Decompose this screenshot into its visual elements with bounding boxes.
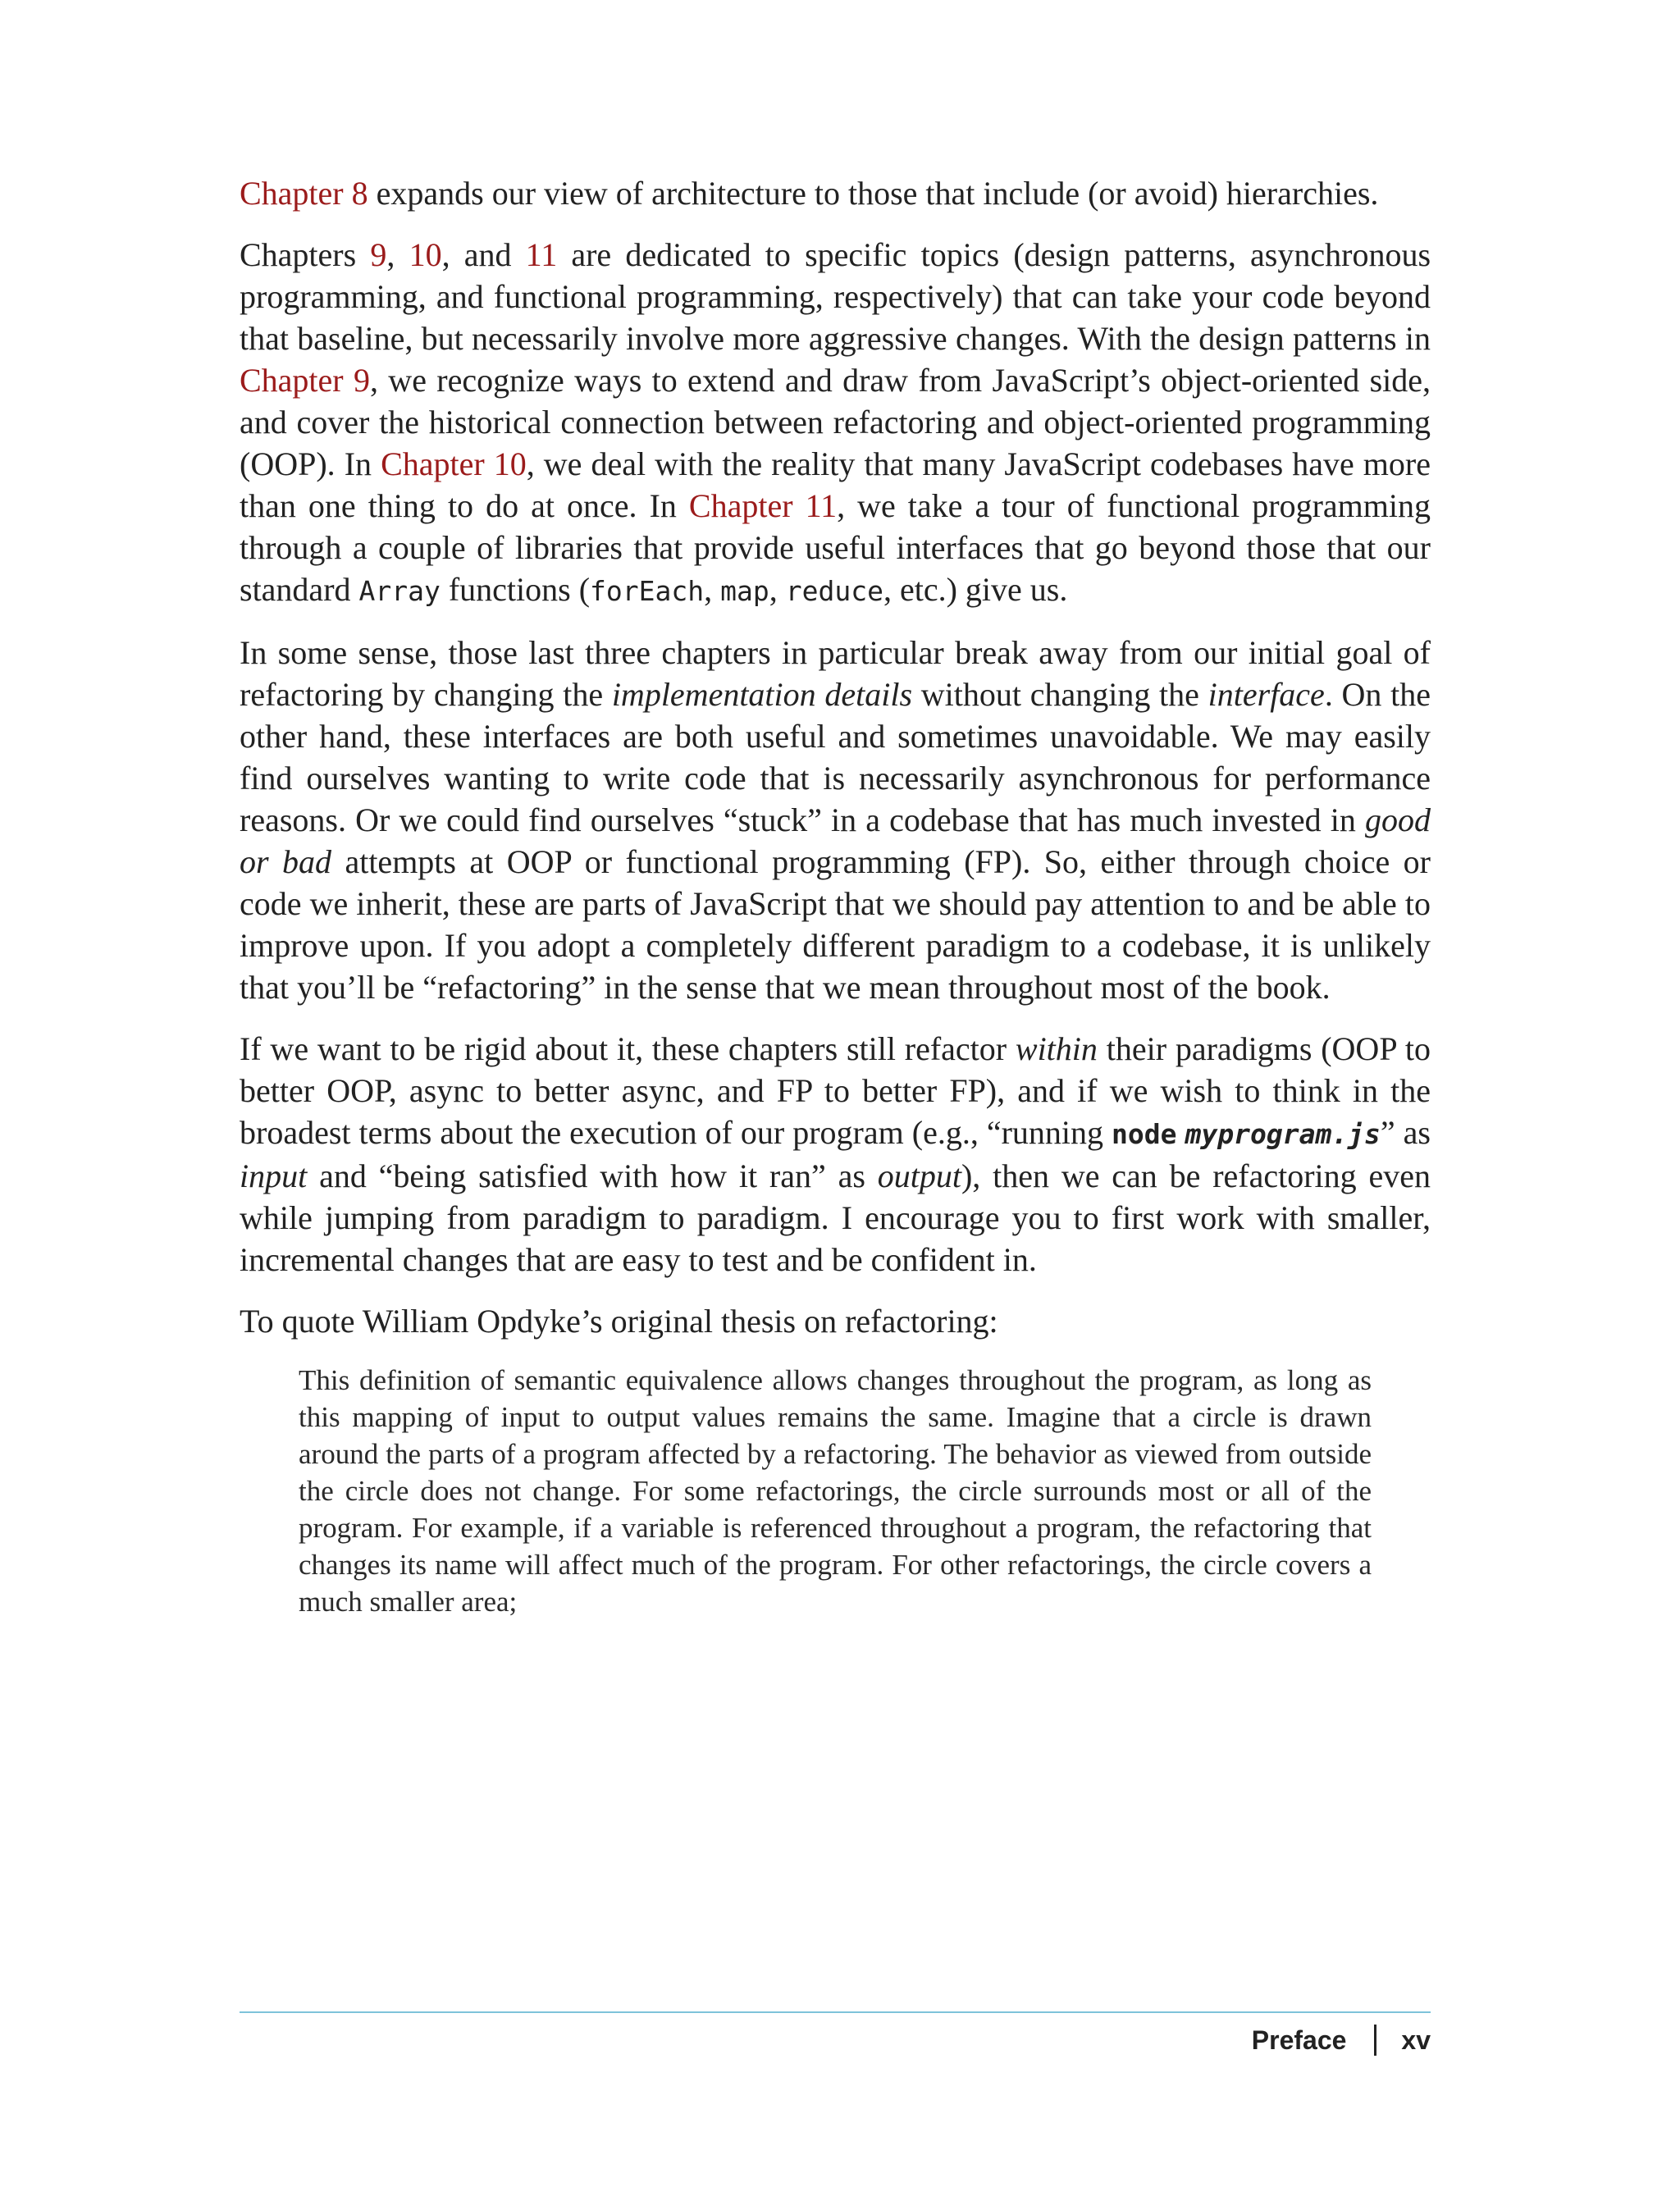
text: , etc.) give us.	[883, 571, 1068, 608]
blockquote-opdyke: This definition of semantic equivalence allows changes throughout the program, as long as this mapping of input to output values remains the same. Imagine that a circle is drawn around the parts of a program affected by a refactoring. The behavior as viewed from outside the circle does not change. For some refactorings, the circle surrounds most or all of the program. For example, if a variable is referenced throughout a program, the refactoring that changes its name will affect much of the program. For other refactorings, the circle covers a much smaller area;	[299, 1364, 1372, 1618]
code-reduce: reduce	[785, 575, 883, 607]
text: To quote William Opdyke’s original thesis on refactoring:	[240, 1303, 998, 1340]
paragraph-quote-intro	[240, 1300, 1431, 1342]
code-myprogram-js: myprogram.js	[1185, 1118, 1381, 1150]
text: ” as	[1380, 1114, 1431, 1151]
text: are dedicated to specific topics (design patterns, asynchronous programming, and functional programming, respectively) that can take your code beyond that baseline, but necessarily involve more aggressive changes. With the design patterns in	[240, 236, 1431, 357]
text: , we take a tour of functional programming through a couple of libraries that provide useful interfaces that go beyond those that our standard	[240, 487, 1431, 608]
paragraph-interfaces	[240, 632, 1431, 1008]
paragraph-paradigms	[240, 1028, 1431, 1281]
text: , and	[441, 236, 526, 273]
link-chapter-10-short[interactable]: 10	[409, 236, 442, 273]
code-node: node	[1112, 1118, 1177, 1150]
text	[1177, 1114, 1185, 1151]
emphasis-implementation-details: implementation details	[611, 676, 913, 713]
emphasis-output: output	[877, 1157, 961, 1194]
text: ,	[769, 571, 786, 608]
text: , we deal with the reality that many JavaScript codebases have more than one thing to do at once. In	[240, 445, 1431, 524]
text: functions (	[440, 571, 591, 608]
footer-separator	[1374, 2025, 1376, 2056]
footer-section-title: Preface	[1251, 2025, 1347, 2055]
text: attempts at OOP or functional programming (FP). So, either through choice or code we inherit, these are parts of JavaScript that we should pay attention to and be able to improve upon. If you adopt a completely different paradigm to a codebase, it is unlikely that you’ll be “refactoring” in the sense that we mean throughout most of the book.	[240, 843, 1431, 1006]
link-chapter-11[interactable]: Chapter 11	[688, 487, 838, 524]
text: . On the other hand, these interfaces are both useful and sometimes unavoidable. We may easily find ourselves wanting to write code that is necessarily asynchronous for performance reasons. Or we could find ourselves “stuck” in a codebase that has much invested in	[240, 676, 1431, 838]
paragraph-chapters-9-10-11	[240, 234, 1431, 612]
emphasis-input: input	[240, 1157, 308, 1194]
footer-page-number: xv	[1401, 2025, 1431, 2055]
text: If we want to be rigid about it, these chapters still refactor	[240, 1030, 1016, 1067]
paragraph-chapter-8	[240, 172, 1431, 214]
code-array: Array	[358, 575, 441, 607]
text: , we recognize ways to extend and draw from JavaScript’s object-oriented side, and cover the historical connection between refactoring and object-oriented programming (OOP). In	[240, 362, 1431, 482]
link-chapter-9[interactable]: Chapter 9	[240, 362, 370, 399]
link-chapter-11-short[interactable]: 11	[525, 236, 558, 273]
text: their paradigms (OOP to better OOP, async to better async, and FP to better FP), and if we wish to think in the broadest terms about the execution of our program (e.g., “running	[240, 1030, 1431, 1151]
link-chapter-8[interactable]: Chapter 8	[240, 175, 368, 212]
text: ,	[704, 571, 721, 608]
page-footer	[1252, 2020, 1431, 2061]
text: Chapters	[240, 236, 371, 273]
code-map: map	[720, 575, 769, 607]
emphasis-interface: interface	[1208, 676, 1325, 713]
text: without changing the	[912, 676, 1208, 713]
text: ,	[386, 236, 409, 273]
footer-rule	[240, 2011, 1431, 2013]
link-chapter-9-short[interactable]: 9	[370, 236, 387, 273]
code-foreach: forEach	[590, 575, 705, 607]
emphasis-good-or-bad: good or bad	[240, 801, 1431, 880]
emphasis-within: within	[1015, 1030, 1098, 1067]
text: and “being satisfied with how it ran” as	[307, 1157, 878, 1194]
text: In some sense, those last three chapters in particular break away from our initial goal of refactoring by changing the	[240, 634, 1431, 713]
text: ), then we can be refactoring even while jumping from paradigm to paradigm. I encourage you to first work with smaller, incremental changes that are easy to test and be confident in.	[240, 1157, 1431, 1278]
text: expands our view of architecture to those that include (or avoid) hierarchies.	[368, 175, 1379, 212]
link-chapter-10[interactable]: Chapter 10	[381, 445, 527, 482]
page-content	[240, 172, 1431, 1620]
